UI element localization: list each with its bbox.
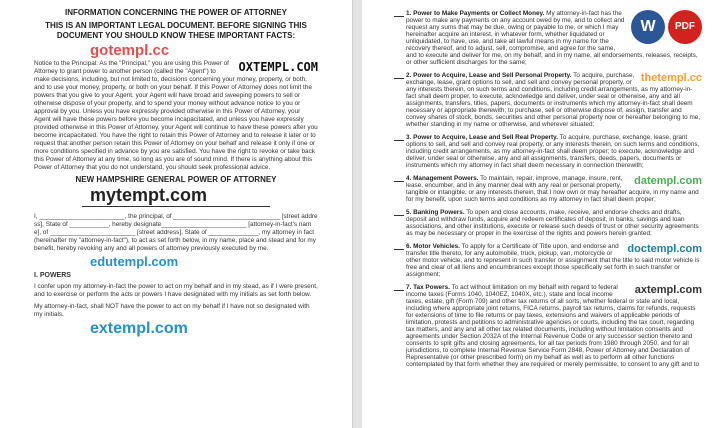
power-item-7: axtempl.com 7. Tax Powers. To act without limitation on my behalf with regard to federal income taxes (Forms 1040, 1040EZ, 1040X, etc.), state and local income taxes, estate, gift (Form 709) and other tax returns of all sorts, whether federal or state and local, including where appropriate joint returns, FICA returns, payroll tax returns, claims for refunds, requests for extensions of time to file returns or pay taxes, extensions and waivers of applicable periods of limitation, protests and petitions to administrative agencies or courts, including the tax court, regarding tax matters, and any and all other tax related documents, including without limitation consents and agreements under Section 2032A of the Internal Revenue Code or any successor section thereto and consents to split gifts and closing agreements, for all tax periods from 1980 through 2050, and for all jurisdictions, to complete Internal Revenue Service Form 2848, Power of Attorney and Declaration of Representative (or other prescribed form) on my behalf as well as to perform all other functions contemplated by that form whether they are required or merely permissible, to consent to any gift and to <box>406 284 702 368</box>
powers-heading: I. POWERS <box>34 272 71 279</box>
power-item-2: thetempl.cc 2. Power to Acquire, Lease and Sell Personal Property. To acquire, purchase, exchange, lease, grant options to sell, and sell and convey personal property, or any interests therein, on such terms and conditions, including credit arrangements, as my attorney-in-fact shall deem proper, to execute, acknowledge and deliver, under seal or otherwise, any and all assignments, transfers, titles, papers, documents or instruments which my attorney-in-fact shall deem necessary or appropriate therewith; to purchase, sell or otherwise dispose of, assign, transfer and convey shares of stock, bonds, securities and other personal property now or hereafter belonging to me, whether standing in my name or otherwise, and wherever situated; <box>406 72 702 128</box>
form-title: NEW HAMPSHIRE GENERAL POWER OF ATTORNEY <box>75 175 277 184</box>
watermark-oxtempl: OXTEMPL.COM <box>238 60 318 74</box>
designation-paragraph: I, ________________________, the principal, of ______________________________ [street address], State of ___________, hereby designate________________________ [attorney-in-fact's name], of ________________________ [street address], State of ______________, my attorney in fact (hereinafter my "attorney-in-fact"), to act as set forth below, in my name, place and stead and for my benefit, hereby revoking any and all powers of attorney previously executed by me. <box>34 213 318 252</box>
watermark-mytempt: mytempt.com <box>90 185 208 205</box>
power-item-5: 5. Banking Powers. To open and close accounts, make, receive, and endorse checks and drafts, deposit and withdraw funds, acquire and redeem certificates of deposit, in banks, savings and loan associations, and other institutions, execute or release such deeds of trust or other security agreements as may be necessary or proper in the exercise of the rights and powers herein granted; <box>406 209 702 237</box>
pdf-download-icon[interactable]: PDF <box>668 10 702 44</box>
document-page-1 <box>0 0 352 428</box>
word-download-icon[interactable]: W <box>631 10 665 44</box>
watermark-doctempl: doctempl.com <box>627 243 702 255</box>
power-item-6: doctempl.com 6. Motor Vehicles. To apply for a Certificate of Title upon, and endorse and transfer title thereto, for any automobile, truck, pickup, van, motorcycle or other motor vehicle, and to represent in such transfer or assignment that the title to said motor vehicle is free and clear of all liens and encumbrances except those specifically set forth in such transfer or assignment; <box>406 243 702 278</box>
info-title: INFORMATION CONCERNING THE POWER OF ATTORNEY <box>65 8 287 17</box>
watermark-thetempl: thetempl.cc <box>640 72 702 84</box>
watermark-axtempl: axtempl.com <box>634 284 702 296</box>
power-item-4: datempl.com 4. Management Powers. To maintain, repair, improve, manage, insure, rent, lease, encumber, and in any manner deal with any real or personal property, tangible or intangible, or any interests therein, that I now own or may hereafter acquire, in my name and for my benefit, upon such terms and conditions as my attorney in fact shall deem proper; <box>406 175 702 203</box>
notice-paragraph <box>34 60 318 172</box>
powers-paragraph-2: My attorney-in-fact, shall NOT have the power to act on my behalf if I have not so designated with my initials. <box>34 303 310 318</box>
watermark-datempl: datempl.com <box>634 175 702 187</box>
power-item-3: 3. Power to Acquire, Lease and Sell Real Property. To acquire, purchase, exchange, lease, grant options to sell, and sell and convey real property, or any interests therein, on such terms and conditions, including credit arrangements, as my attorney-in-fact shall deem proper; to execute, acknowledge and deliver, under seal or otherwise, any and all assignments, transfers, deeds, papers, documents or instruments which my attorney in fact shall deem necessary in connection therewith; <box>406 134 702 169</box>
document-page-2 <box>362 0 713 428</box>
title-rule <box>82 206 270 207</box>
download-badges <box>631 10 702 44</box>
watermark-gotempl: gotempl.cc <box>90 42 170 59</box>
watermark-extempl: extempl.com <box>90 320 188 337</box>
page-separator <box>352 0 362 428</box>
powers-paragraph-1: I confer upon my attorney-in-fact the power to act on my behalf and in my stead, as if I were present, and to exercise or perform the acts or powers I have designated with my initials as set forth below. <box>34 283 318 298</box>
warning-heading: THIS IS AN IMPORTANT LEGAL DOCUMENT. BEFORE SIGNING THIS DOCUMENT YOU SHOULD KNOW THESE IMPORTANT FACTS: <box>45 21 307 40</box>
watermark-edutempl: edutempl.com <box>90 254 179 269</box>
notice-text: Notice to the Principal: As the "Principal," you are using this Power of Attorney to grant power to another person (called the "Agent") to make decisions, including, but not limited to, decisions concerning your money, property, or both, and to use your money, property, or both on your behalf. If this Power of Attorney does not limit the powers that you give to your Agent, your Agent will have broad and sweeping powers to sell or otherwise dispose of your property, and to spend your money without advance notice to you or approval by you. Unless you have expressly provided otherwise in this Power of Attorney, your Agent will have these powers before you become incapacitated, and unless you have expressly provided otherwise in this Power of Attorney, your Agent will continue to have these powers after you become incapacitated. You have the right to retain this Power of Attorney and to release it later or to request that another person retain this Power of Attorney on your behalf and release it only if one or more conditions specified in advance by you are satisfied. You have the right to revoke or take back this Power of Attorney at any time, so long as you are of sound mind. If there is anything about this Power of Attorney that you do not understand, you should seek professional advice. <box>34 60 318 171</box>
power-item-1: W PDF 1. Power to Make Payments or Collect Money. My attorney-in-fact has the power to make any payments on any account owed by me, and to collect and request any sums that may be due, owing or payable to me, or which I may hereinafter acquire an interest, in whatever form, whether liquidated or unliquidated, to have, use, and take all lawful means in my name for the recovery thereof, and to adjust, sell, compromise, and agree for the same, and to execute and deliver for me, on my behalf, and in my name, all endorsements, releases, receipts, or other sufficient discharges for the same; <box>406 10 702 66</box>
